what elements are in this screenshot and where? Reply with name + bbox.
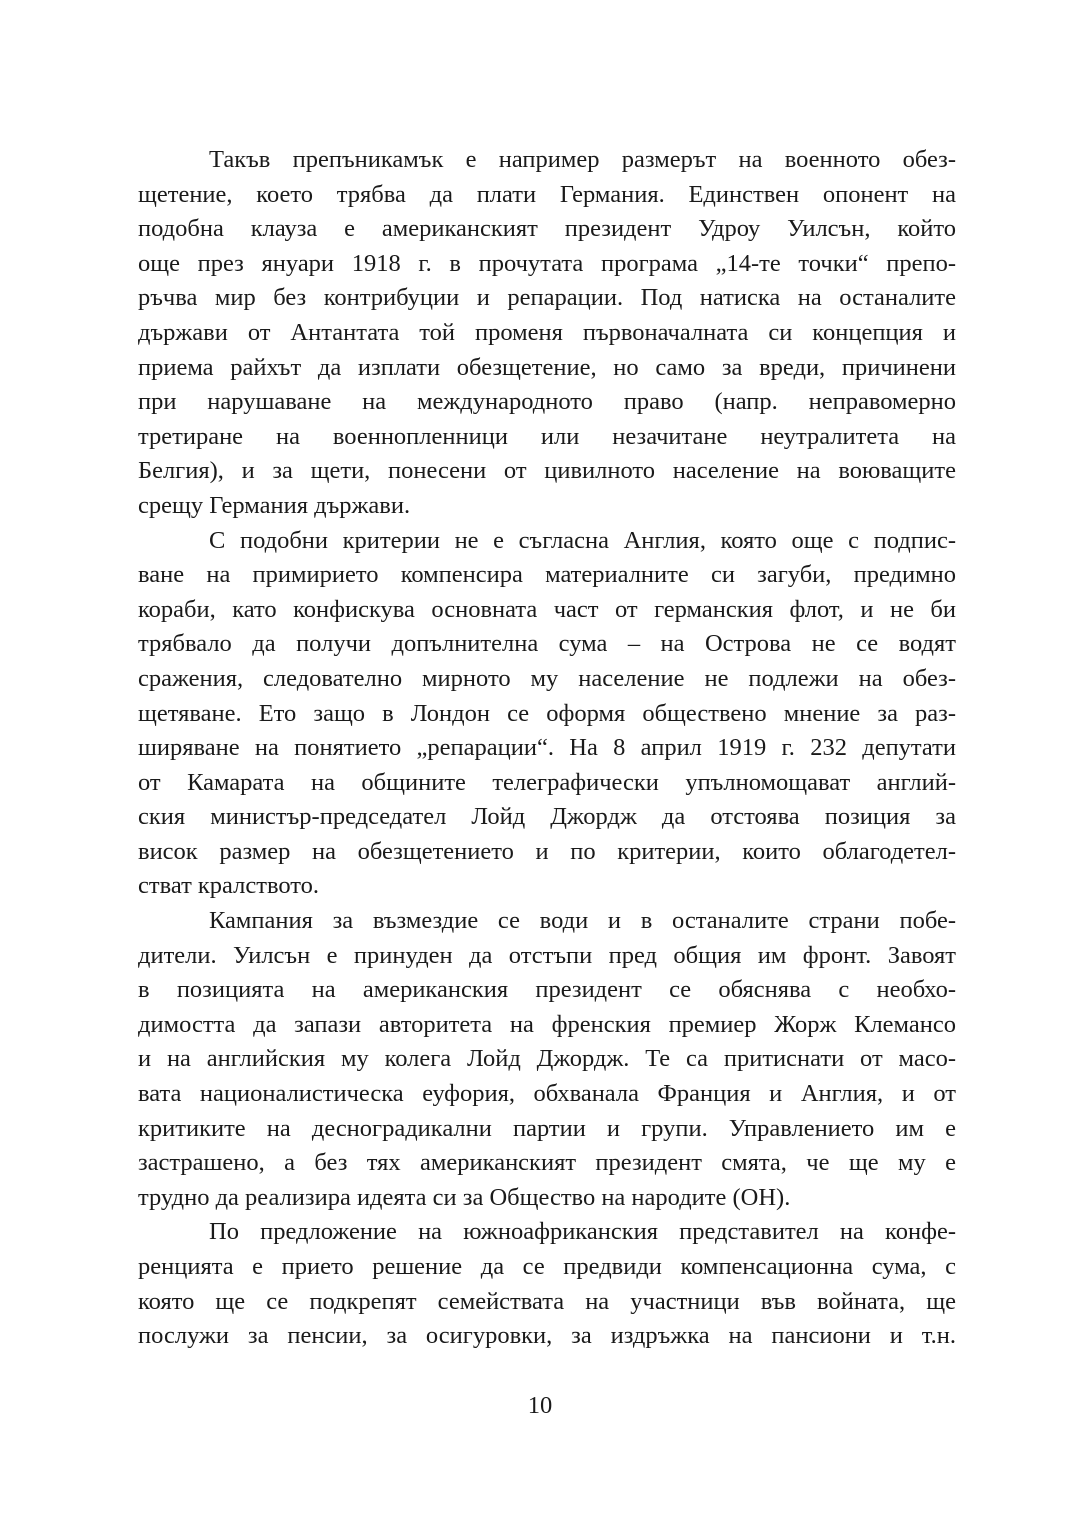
text-line: при нарушаване на международното право (напр. неправомерно [138,388,956,416]
text-line: кораби, като конфискува основната част от германския флот, и не би [138,595,956,623]
text-line: сражения, следователно мирното му население не подлежи на обез- [138,664,956,692]
paragraph [138,143,956,524]
text-line: третиране на военнопленници или незачитане неутралитета на [138,422,956,450]
text-line: в позицията на американския президент се обяснява с необхо- [138,976,956,1004]
text-line: ския министър-председател Лойд Джордж да отстоява позиция за [138,803,956,831]
paragraph [138,524,956,905]
text-line: и на английския му колега Лойд Джордж. Те са притиснати от масо- [138,1045,956,1073]
body-text [138,143,956,1354]
text-line: трябвало да получи допълнителна сума – на Острова не се водят [138,630,956,658]
text-line: критиките на десноградикални партии и групи. Управлението им е [138,1114,956,1142]
text-line: трудно да реализира идеята си за Общество на народите (ОН). [138,1183,791,1211]
text-line: която ще се подкрепят семействата на участници във войната, ще [138,1287,956,1315]
text-line: щетяване. Ето защо в Лондон се оформя обществено мнение за раз- [138,699,956,727]
text-line: срещу Германия държави. [138,491,411,519]
text-line: ване на примирието компенсира материалните си загуби, предимно [138,561,956,589]
text-line: стват кралството. [138,872,320,900]
text-line: държави от Антантата той променя първоначалната си концепция и [138,318,956,346]
text-line: вата националистическа еуфория, обхванала Франция и Англия, и от [138,1080,956,1108]
text-line: По предложение на южноафриканския представител на конфе- [209,1218,956,1246]
text-line: приема райхът да изплати обезщетение, но само за вреди, причинени [138,353,956,381]
text-line: още през януари 1918 г. в прочутата програма „14-те точки“ препо- [138,249,956,277]
paragraph [138,904,956,1215]
text-line: ренцията е прието решение да се предвиди компенсационна сума, с [138,1253,956,1280]
text-line: застрашено, а без тях американският президент смята, че ще му е [138,1149,956,1177]
text-line: Такъв препъникамък е например размерът на военното обез- [209,146,956,173]
text-line: Белгия), и за щети, понесени от цивилното население на воюващите [138,457,956,485]
text-line: димостта да запази авторитета на френския премиер Жорж Клемансо [138,1010,956,1038]
text-line: подобна клауза е американският президент Удроу Уилсън, който [138,215,956,243]
text-line: Кампания за възмездие се води и в останалите страни побе- [209,907,956,935]
text-line: щетение, което трябва да плати Германия. Единствен опонент на [138,180,956,208]
page-number: 10 [527,1392,553,1419]
text-line: дители. Уилсън е принуден да отстъпи пред общия им фронт. Завоят [138,941,956,969]
text-line: висок размер на обезщетението и по критерии, които облагодетел- [138,837,956,865]
paragraph [138,1215,956,1353]
text-line: от Камарата на общините телеграфически упълномощават англий- [138,768,956,796]
text-line: С подобни критерии не е съгласна Англия, която още с подпис- [209,526,956,554]
text-line: послужи за пенсии, за осигуровки, за издръжка на пансиони и т.н. [138,1322,956,1350]
text-line: ширяване на понятието „репарации“. На 8 април 1919 г. 232 депутати [138,734,956,762]
text-line: ръчва мир без контрибуции и репарации. Под натиска на останалите [138,284,956,312]
